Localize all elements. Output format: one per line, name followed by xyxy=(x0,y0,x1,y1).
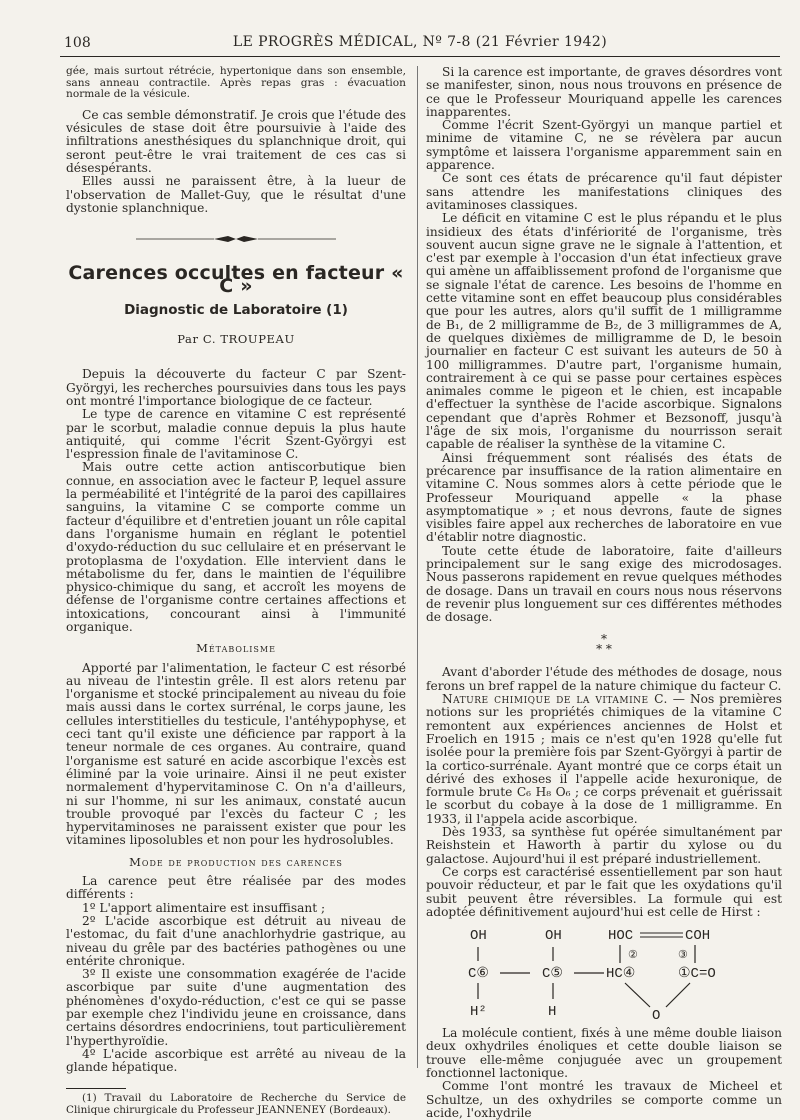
column-divider xyxy=(417,66,418,1068)
paragraph: Elles aussi ne paraissent être, à la lueur de l'observation de Mallet-Guy, que le résultat d'une dystonie splanchnique. xyxy=(66,174,406,215)
previous-article-tail: gée, mais surtout rétrécie, hypertonique dans son ensemble, sans anneau contractile. Après repas gras : évacuation normale de la vésicule. xyxy=(66,65,406,101)
section-ornament xyxy=(136,233,336,245)
formula-label: HOC xyxy=(608,928,634,945)
paragraph: Depuis la découverte du facteur C par Szent-Györgyi, les recherches poursuivies dans tous les pays ont montré l'importance biologique de ce facteur. xyxy=(66,367,406,408)
footnote: (1) Travail du Laboratoire de Recherche du Service de Clinique chirurgicale du Professeur JEANNENEY (Bordeaux). xyxy=(66,1092,406,1117)
paragraph: Comme l'ont montré les travaux de Micheel et Schultze, un des oxhydriles se comporte comme un acide, l'oxhydrile xyxy=(426,1079,782,1120)
formula-label: OH xyxy=(545,928,562,945)
paragraph: La carence peut être réalisée par des modes différents : xyxy=(66,874,406,902)
paragraph: Ce cas semble démonstratif. Je crois que l'étude des vésicules de stase doit être poursuivie à l'aide des infiltrations anesthésiques du splanchnique droit, qui seront peut-être le vrai traitement de ces cas si désespérants. xyxy=(66,107,406,175)
star-bottom: * * xyxy=(596,642,612,657)
formula-label: C⑥ xyxy=(468,966,489,983)
paragraph: Le déficit en vitamine C est le plus répandu et le plus insidieux des états d'infériorité de l'organisme, très souvent aucun signe grave ne le signale à l'attention, et c'est par exemple à l'occasion d'un état infectieux grave qui amène un affaiblissement profond de l'organisme que se signale l'état de carence. Les besoins de l'homme en cette vitamine sont en effet beaucoup plus considérables que pour les autres, alors qu'il suffit de 1 milligramme de B₁, de 2 milligramme de B₂, de 3 milligrammes de A, de quelques dixièmes de milligramme de D, le besoin journalier en facteur C est suivant les auteurs de 50 à 100 milligrammes. D'autre part, l'organisme humain, contrairement à ce qui se passe pour certaines espèces animales comme le pigeon et le chien, est incapable d'effectuer la synthèse de l'acide ascorbique. Signalons cependant que d'après Rohmer et Bezsonoff, jusqu'à l'âge de six mois, l'organisme du nourrisson serait capable de réaliser la synthèse de la vitamine C. xyxy=(426,211,782,452)
paragraph: Le type de carence en vitamine C est représenté par le scorbut, maladie connue depuis la plus haute antiquité, qui comme l'écrit Szent-Györgyi est l'espression finale de l'avitaminose C. xyxy=(66,407,406,462)
formula-label: ② xyxy=(628,950,638,963)
header-rule xyxy=(60,56,780,57)
running-title: LE PROGRÈS MÉDICAL, Nº 7-8 (21 Février 1942) xyxy=(232,34,608,50)
paragraph: Toute cette étude de laboratoire, faite d'ailleurs principalement sur le sang exige des microdosages. Nous passerons rapidement en revue quelques méthodes de dosage. Dans un travail en cours nous nous réservons de revenir plus longuement sur ces différentes méthodes de dosage. xyxy=(426,543,782,625)
paragraph: Apporté par l'alimentation, le facteur C est résorbé au niveau de l'intestin grêle. Il est alors retenu par l'organisme et stocké principalement au niveau du foie mais aussi dans le cortex surrénal, le corps jaune, les cellules interstitielles du testicule, l'antéhypophyse, et ceci tant qu'il existe une déficience par rapport à la teneur normale de ces organes. Au contraire, quand l'organisme est saturé en acide ascorbique l'excès est éliminé par la voie urinaire. Ainsi il ne peut exister normalement d'hypervitaminose C. On n'a d'ailleurs, ni sur l'homme, ni sur les animaux, constaté aucun trouble provoqué par l'excès du facteur C ; les hypervitaminoses ne paraissent exister que pour les vitamines liposolubles et non pour les hydrosolubles. xyxy=(66,660,406,848)
left-column xyxy=(66,66,406,1117)
formula-label: O xyxy=(652,1008,661,1022)
paragraph: Comme l'écrit Szent-Györgyi un manque partiel et minime de vitamine C, ne se révèlera par aucun symptôme et laissera l'organisme apparemment sain en apparence. xyxy=(426,118,782,173)
page-header xyxy=(60,32,780,54)
formula-label: ①C=O xyxy=(678,966,716,983)
section-heading: Métabolisme xyxy=(196,641,276,656)
paragraph: Dès 1933, sa synthèse fut opérée simultanément par Reishstein et Haworth à partir du xylose ou du galactose. Aujourd'hui il est préparé industriellement. xyxy=(426,825,782,866)
paragraph: Ainsi fréquemment sont réalisés des états de précarence par insuffisance de la ration alimentaire en vitamine C. Nous sommes alors à cette période que le Professeur Mouriquand appelle « la phase asymptomatique » ; et nous devrons, faute de signes visibles faire appel aux recherches de laboratoire en vue d'établir notre diagnostic. xyxy=(426,450,782,545)
ascorbic-acid-formula xyxy=(440,925,740,1021)
paragraph: La molécule contient, fixés à une même double liaison deux oxhydriles énoliques et cette double liaison se trouve elle-même conjuguée avec un groupement fonctionnel lactonique. xyxy=(426,1026,782,1080)
paragraph xyxy=(426,693,782,826)
formula-label: COH xyxy=(685,928,711,945)
section-stars xyxy=(426,632,782,657)
paragraph: Ce corps est caractérisé essentiellement par son haut pouvoir réducteur, et par le fait que les oxydations qu'il subit peuvent être réversibles. La formule qui est adoptée définitivement aujourd'hui est celle de Hirst : xyxy=(426,864,782,919)
formula-label: H² xyxy=(470,1004,487,1021)
paragraph: Si la carence est importante, de graves désordres vont se manifester, sinon, nous nous trouvons en présence de ce que le Professeur Mouriquand appelle les carences inapparentes. xyxy=(426,65,782,119)
formula-label: ③ xyxy=(678,950,688,963)
paragraph: Ce sont ces états de précarence qu'il faut dépister sans attendre les manifestations cliniques des avitaminoses classiques. xyxy=(426,171,782,212)
inline-heading: Nature chimique de la vitamine C. xyxy=(442,692,668,707)
formula-label: C⑤ xyxy=(542,966,563,983)
byline: Par C. TROUPEAU xyxy=(177,332,295,347)
paragraph: 3º Il existe une consommation exagérée de l'acide ascorbique par suite d'une augmentation des phénomènes d'oxydo-réduction, c'est ce qui se passe par exemple chez l'individu jeune en croissance, dans certains désordres endocriniens, tout particulièrement l'hyperthyroïdie. xyxy=(66,967,406,1048)
paragraph: 2º L'acide ascorbique est détruit au niveau de l'estomac, du fait d'une anachlorhydrie gastrique, au niveau du grêle par des bactéries pathogènes ou une entérite chronique. xyxy=(66,913,406,968)
formula-label: H xyxy=(548,1004,557,1021)
formula-label: HC④ xyxy=(606,966,636,983)
page-number: 108 xyxy=(64,35,91,51)
paragraph: Avant d'aborder l'étude des méthodes de dosage, nous ferons un bref rappel de la nature chimique du facteur C. xyxy=(426,665,782,693)
paragraph: Mais outre cette action antiscorbutique bien connue, en association avec le facteur P, lequel assure la perméabilité et l'intégrité de la paroi des capillaires sanguins, la vitamine C se comporte comme un facteur d'équilibre et d'entretien jouant un rôle capital dans l'organisme humain en réglant le potentiel d'oxydo-réduction du suc cellulaire et en préservant le protoplasma de l'oxydation. Elle intervient dans le métabolisme du fer, dans le maintien de l'équilibre physico-chimique du sang, et accroît les moyens de défense de l'organisme contre certaines affections et intoxications, concourant ainsi à l'immunité organique. xyxy=(66,460,406,634)
right-column xyxy=(426,66,782,1120)
paragraph: 1º L'apport alimentaire est insuffisant ; xyxy=(82,900,326,915)
section-heading: Mode de production des carences xyxy=(129,854,343,869)
paragraph-text: — Nos premières notions sur les propriétés chimiques de la vitamine C remontent aux expériences anciennes de Holst et Froelich en 1915 ; mais ce n'est qu'en 1928 qu'elle fut isolée pour la première fois par Szent-Györgyi à partir de la cortico-surrénale. Ayant montré que ce corps était un dérivé des exhoses il l'appelle acide hexuronique, de formule brute C₆ H₈ O₆ ; ce corps prévenait et guérissait le scorbut du cobaye à la dose de 1 milligramme. En 1933, il l'appela acide ascorbique. xyxy=(426,692,782,826)
paragraph: 4º L'acide ascorbique est arrêté au niveau de la glande hépatique. xyxy=(66,1046,406,1075)
article-title: Carences occultes en facteur « C » xyxy=(68,262,404,298)
footnote-rule xyxy=(66,1088,126,1089)
article-subtitle: Diagnostic de Laboratoire (1) xyxy=(124,301,348,318)
formula-label: OH xyxy=(470,928,487,945)
star-top: * xyxy=(601,632,607,647)
